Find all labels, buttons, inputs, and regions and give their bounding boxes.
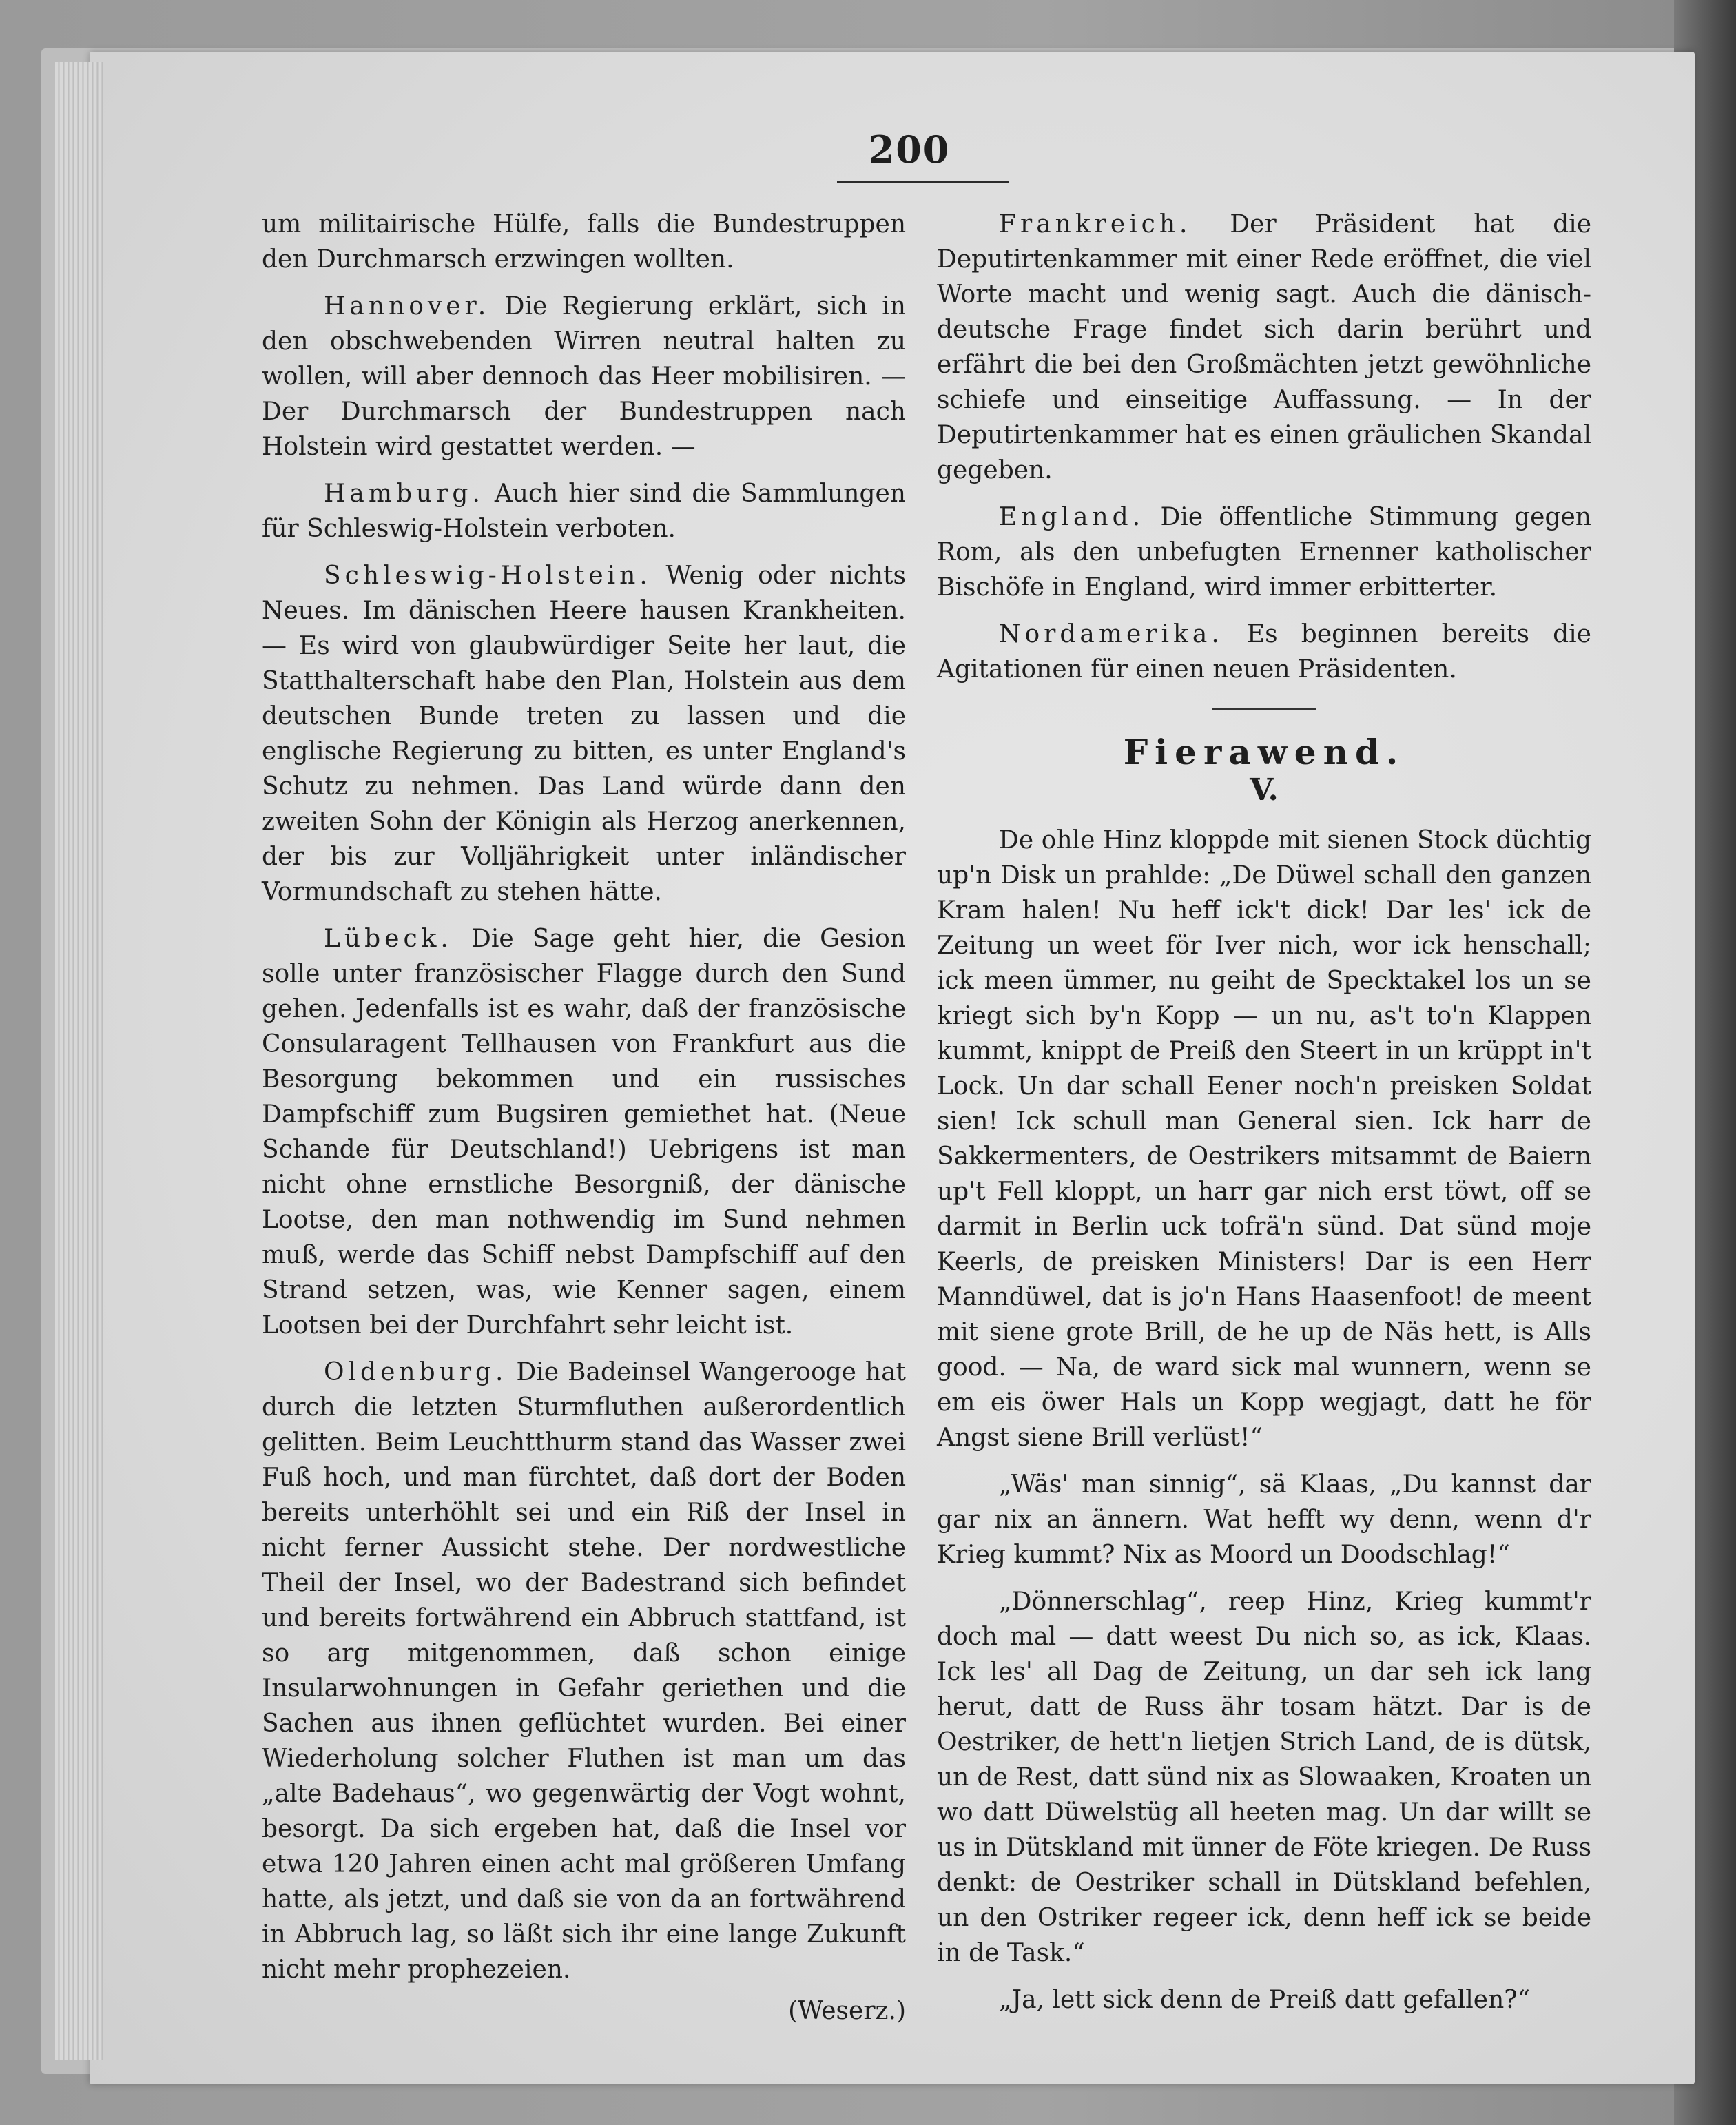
news-item-oldenburg [262,1355,906,1987]
news-item-hamburg [262,476,906,546]
news-text: Die Badeinsel Wangerooge hat durch die letzten Sturmfluthen außerordentlich gelitten. Beim Leuchtthurm stand das Wasser zwei Fuß hoch, und man fürchtet, daß dort der Boden bereits unterhöhlt sei und ein Riß der Insel in nicht ferner Aussicht stehe. Der nordwestliche Theil der Insel, wo der Badestrand sich befindet und bereits fortwährend ein Abbruch stattfand, ist so arg mitgenommen, daß schon einige Insularwohnungen in Gefahr geriethen und die Sachen aus ihnen geflüchtet wurden. Bei einer Wiederholung solcher Fluthen ist man um das „alte Badehaus“, wo gegenwärtig der Vogt wohnt, besorgt. Da sich ergeben hat, daß die Insel vor etwa 120 Jahren einen acht mal größeren Umfang hatte, als jetzt, und daß sie von da an fortwährend in Abbruch lag, so läßt sich ihr eine lange Zukunft nicht mehr prophezeien. [262,1358,906,1984]
right-column [937,207,1591,2029]
news-item-hannover [262,289,906,464]
place-name: Schleswig-Holstein. [324,562,652,590]
section-divider [1212,708,1316,710]
place-name: Oldenburg. [324,1358,508,1386]
section-number: V. [1250,772,1279,808]
news-item-luebeck [262,921,906,1343]
page-edges [55,62,103,2060]
header-rule [837,181,1009,183]
news-text: Die öffentliche Stimmung gegen Rom, als den unbefugten Ernenner katholischer Bischöfe in England, wird immer erbitterter. [937,503,1591,602]
news-text: Die Regierung erklärt, sich in den obschwebenden Wirren neutral halten zu wollen, will aber dennoch das Heer mobilisiren. — Der Durchmarsch der Bundestruppen nach Holstein wird gestattet werden. — [262,292,906,461]
news-item-frankreich [937,207,1591,488]
place-name: Lübeck. [324,925,453,953]
story-paragraph: „Ja, lett sick denn de Preiß datt gefallen?“ [999,1986,1530,2014]
page-number: 200 [868,127,951,172]
left-column [262,207,906,2029]
place-name: England. [999,503,1145,531]
story-paragraph: De ohle Hinz kloppde mit sienen Stock düchtig up'n Disk un prahlde: „De Düwel schall den ganzen Kram halen! Nu heff ick't dick! Dar les' ick de Zeitung un weet för Iver nich, wor ick henschall; ick meen ümmer, nu geiht de Specktakel los un se kriegt sich by'n Kopp — un nu, as't to'n Klappen kummt, knippt de Preiß den Steert in un krüppt in't Lock. Un dar schall Eener noch'n preisken Soldat sien! Ick schull man General sien. Ick harr de Sakkermenters, de Oestrikers mitsammt de Baiern up't Fell kloppt, un harr gar nich erst töwt, off se darmit in Berlin uck tofrä'n sünd. Dat sünd moje Keerls, de preisken Ministers! Dar is een Herr Manndüwel, dat is jo'n Hans Haasenfoot! de meent mit siene grote Brill, de he up de Näs hett, is Alls good. — Na, de ward sick mal wunnern, wenn se em eis öwer Hals un Kopp wegjagt, datt he för Angst siene Brill verlüst!“ [937,826,1591,1452]
section-title: Fierawend. [1123,732,1405,772]
news-text: Der Präsident hat die Deputirtenkammer mit einer Rede eröffnet, die viel Worte macht und wenig sagt. Auch die dänisch-deutsche Frage findet sich darin berührt und erfährt die bei den Großmächten jetzt gewöhnliche schiefe und einseitige Auffassung. — In der Deputirtenkammer hat es einen gräulichen Skandal gegeben. [937,210,1591,484]
story-paragraph: „Wäs' man sinnig“, sä Klaas, „Du kannst dar gar nix an ännern. Wat hefft wy denn, wenn d'r Krieg kummt? Nix as Moord un Doodschlag!“ [937,1470,1591,1569]
news-item-nordamerika [937,617,1591,687]
news-text: Es beginnen bereits die Agitationen für einen neuen Präsidenten. [937,620,1591,684]
news-item-england [937,500,1591,605]
news-text: Wenig oder nichts Neues. Im dänischen Heere hausen Krankheiten. — Es wird von glaubwürdiger Seite her laut, die Statthalterschaft habe den Plan, Holstein aus dem deutschen Bunde treten zu lassen und die englische Regierung zu bitten, es unter England's Schutz zu nehmen. Das Land würde dann den zweiten Sohn der Königin als Herzog anerkennen, der bis zur Volljährigkeit unter inländischer Vormundschaft zu stehen hätte. [262,562,906,906]
place-name: Hannover. [324,292,490,320]
news-item-schleswig-holstein [262,558,906,910]
continuation-text: um militairische Hülfe, falls die Bundestruppen den Durchmarsch erzwingen wollten. [262,210,906,274]
source-citation: (Weserz.) [788,1997,906,2025]
news-text: Auch hier sind die Sammlungen für Schleswig-Holstein verboten. [262,480,906,543]
news-text: Die Sage geht hier, die Gesion solle unter französischer Flagge durch den Sund gehen. Jedenfalls ist es wahr, daß der französische Consularagent Tellhausen von Frankfurt aus die Besorgung bekommen und ein russisches Dampfschiff zum Bugsiren gemiethet hat. (Neue Schande für Deutschland!) Uebrigens ist man nicht ohne ernstliche Besorgniß, der dänische Lootse, den man nothwendig im Sund nehmen muß, werde das Schiff nebst Dampfschiff auf den Strand setzen, was, wie Kenner sagen, einem Lootsen bei der Durchfahrt sehr leicht ist. [262,925,906,1339]
place-name: Frankreich. [999,210,1192,238]
place-name: Hamburg. [324,480,484,508]
place-name: Nordamerika. [999,620,1223,648]
story-paragraph: „Dönnerschlag“, reep Hinz, Krieg kummt'r doch mal — datt weest Du nich so, as ick, Klaas. Ick les' all Dag de Zeitung, un dar seh ick lang herut, datt de Russ ähr tosam hätzt. Dar is de Oestriker, de hett'n lietjen Strich Land, de is dütsk, un de Rest, datt sünd nix as Slowaaken, Kroaten un wo datt Düwelstüg all heeten mag. Un dar willt se us in Dütskland mit ünner de Föte kriegen. De Russ denkt: de Oestriker schall in Dütskland befehlen, un den Ostriker regeer ick, denn heff ick se beide in de Task.“ [937,1588,1591,1967]
